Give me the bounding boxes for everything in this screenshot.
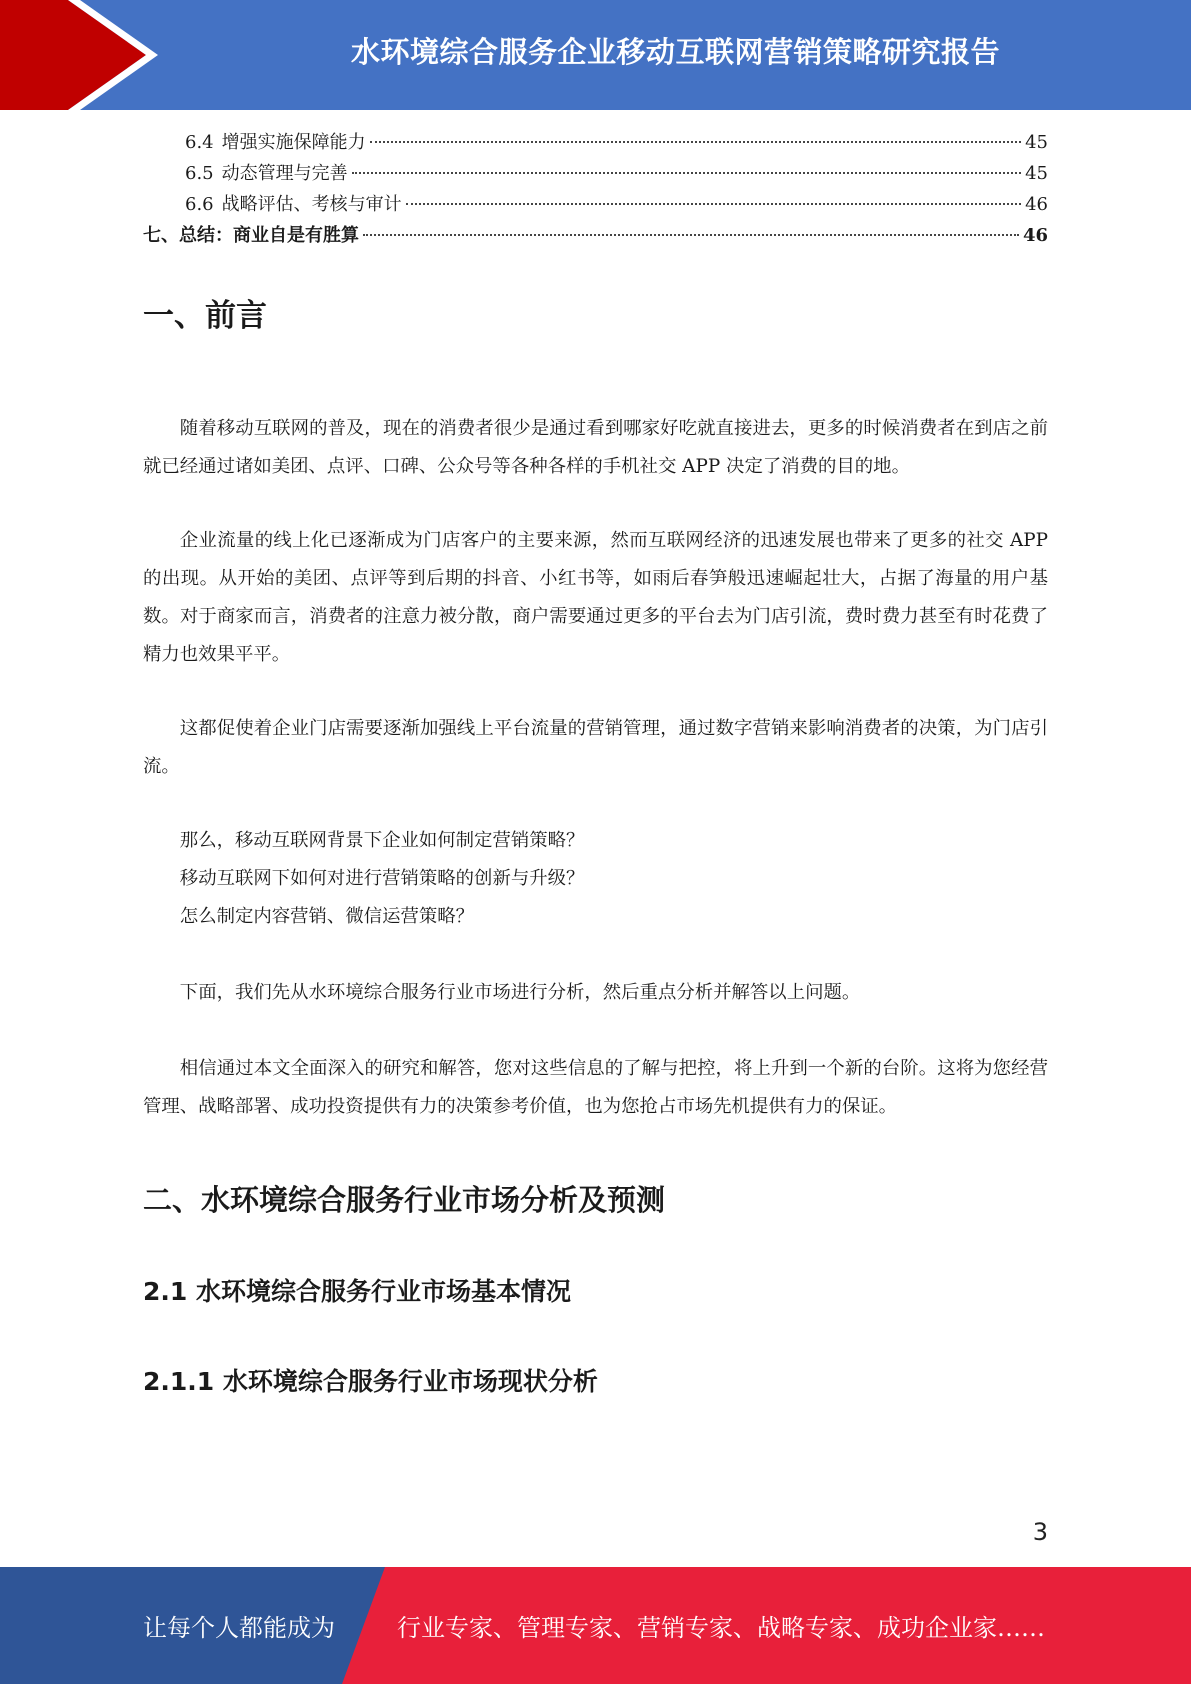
footer-slogan-left: 让每个人都能成为	[143, 1614, 335, 1642]
toc-item-label: 增强实施保障能力	[221, 132, 366, 153]
toc-item-number: 6.4	[185, 132, 214, 153]
preface-paragraph: 这都促使着企业门店需要逐渐加强线上平台流量的营销管理，通过数字营销来影响消费者的决策，为门店引流。	[143, 718, 1048, 777]
preface-paragraph: 企业流量的线上化已逐渐成为门店客户的主要来源，然而互联网经济的迅速发展也带来了更多的社交 APP 的出现。从开始的美团、点评等到后期的抖音、小红书等，如雨后春笋般迅速崛起壮大，占据了海量的用户基数。对于商家而言，消费者的注意力被分散，商户需要通过更多的平台去为门店引流，费时费力甚至有时花费了精力也效果平平。	[143, 530, 1048, 665]
toc-item-number: 6.5	[185, 163, 214, 184]
toc-item-number: 6.6	[185, 194, 214, 215]
toc-item-page: 45	[1025, 132, 1048, 153]
footer-slogan-right: 行业专家、管理专家、营销专家、战略专家、成功企业家……	[397, 1614, 1045, 1642]
preface-paragraph: 随着移动互联网的普及，现在的消费者很少是通过看到哪家好吃就直接进去，更多的时候消费者在到店之前就已经通过诸如美团、点评、口碑、公众号等各种各样的手机社交 APP 决定了消费的目的地。	[143, 418, 1048, 477]
table-of-contents	[143, 128, 1048, 252]
closing-paragraph: 下面，我们先从水环境综合服务行业市场进行分析，然后重点分析并解答以上问题。	[179, 982, 861, 1003]
page-footer	[0, 1567, 1191, 1684]
toc-item[interactable]	[143, 190, 1048, 221]
toc-item[interactable]	[143, 128, 1048, 159]
document-body	[143, 292, 1048, 1402]
toc-leader-dots	[363, 234, 1019, 236]
question-list	[143, 822, 1048, 936]
preface-heading: 一、前言	[143, 298, 267, 334]
toc-item-page: 46	[1025, 194, 1048, 215]
closing-paragraph: 相信通过本文全面深入的研究和解答，您对这些信息的了解与把控，将上升到一个新的台阶。这将为您经营管理、战略部署、成功投资提供有力的决策参考价值，也为您抢占市场先机提供有力的保证。	[143, 1058, 1048, 1117]
question-item: 移动互联网下如何对进行营销策略的创新与升级？	[179, 868, 585, 889]
toc-item[interactable]	[143, 221, 1048, 252]
toc-item-label: 战略评估、考核与审计	[221, 194, 402, 215]
toc-item[interactable]	[143, 159, 1048, 190]
toc-leader-dots	[352, 172, 1021, 174]
section-2-1-1-heading: 2.1.1 水环境综合服务行业市场现状分析	[143, 1367, 598, 1396]
toc-leader-dots	[370, 141, 1021, 143]
chapter-2-heading: 二、水环境综合服务行业市场分析及预测	[143, 1183, 666, 1217]
question-item: 那么，移动互联网背景下企业如何制定营销策略？	[179, 830, 585, 851]
toc-item-label: 动态管理与完善	[221, 163, 348, 184]
page-header	[0, 0, 1191, 110]
header-arrow-icon	[0, 0, 160, 110]
toc-item-page: 46	[1022, 225, 1048, 246]
toc-item-label: 七、总结：商业自是有胜算	[143, 225, 359, 246]
toc-leader-dots	[406, 203, 1021, 205]
section-2-1-heading: 2.1 水环境综合服务行业市场基本情况	[143, 1277, 571, 1306]
toc-item-page: 45	[1025, 163, 1048, 184]
question-item: 怎么制定内容营销、微信运营策略？	[179, 906, 475, 927]
report-title: 水环境综合服务企业移动互联网营销策略研究报告	[350, 34, 1000, 69]
page-number: 3	[1032, 1518, 1048, 1546]
